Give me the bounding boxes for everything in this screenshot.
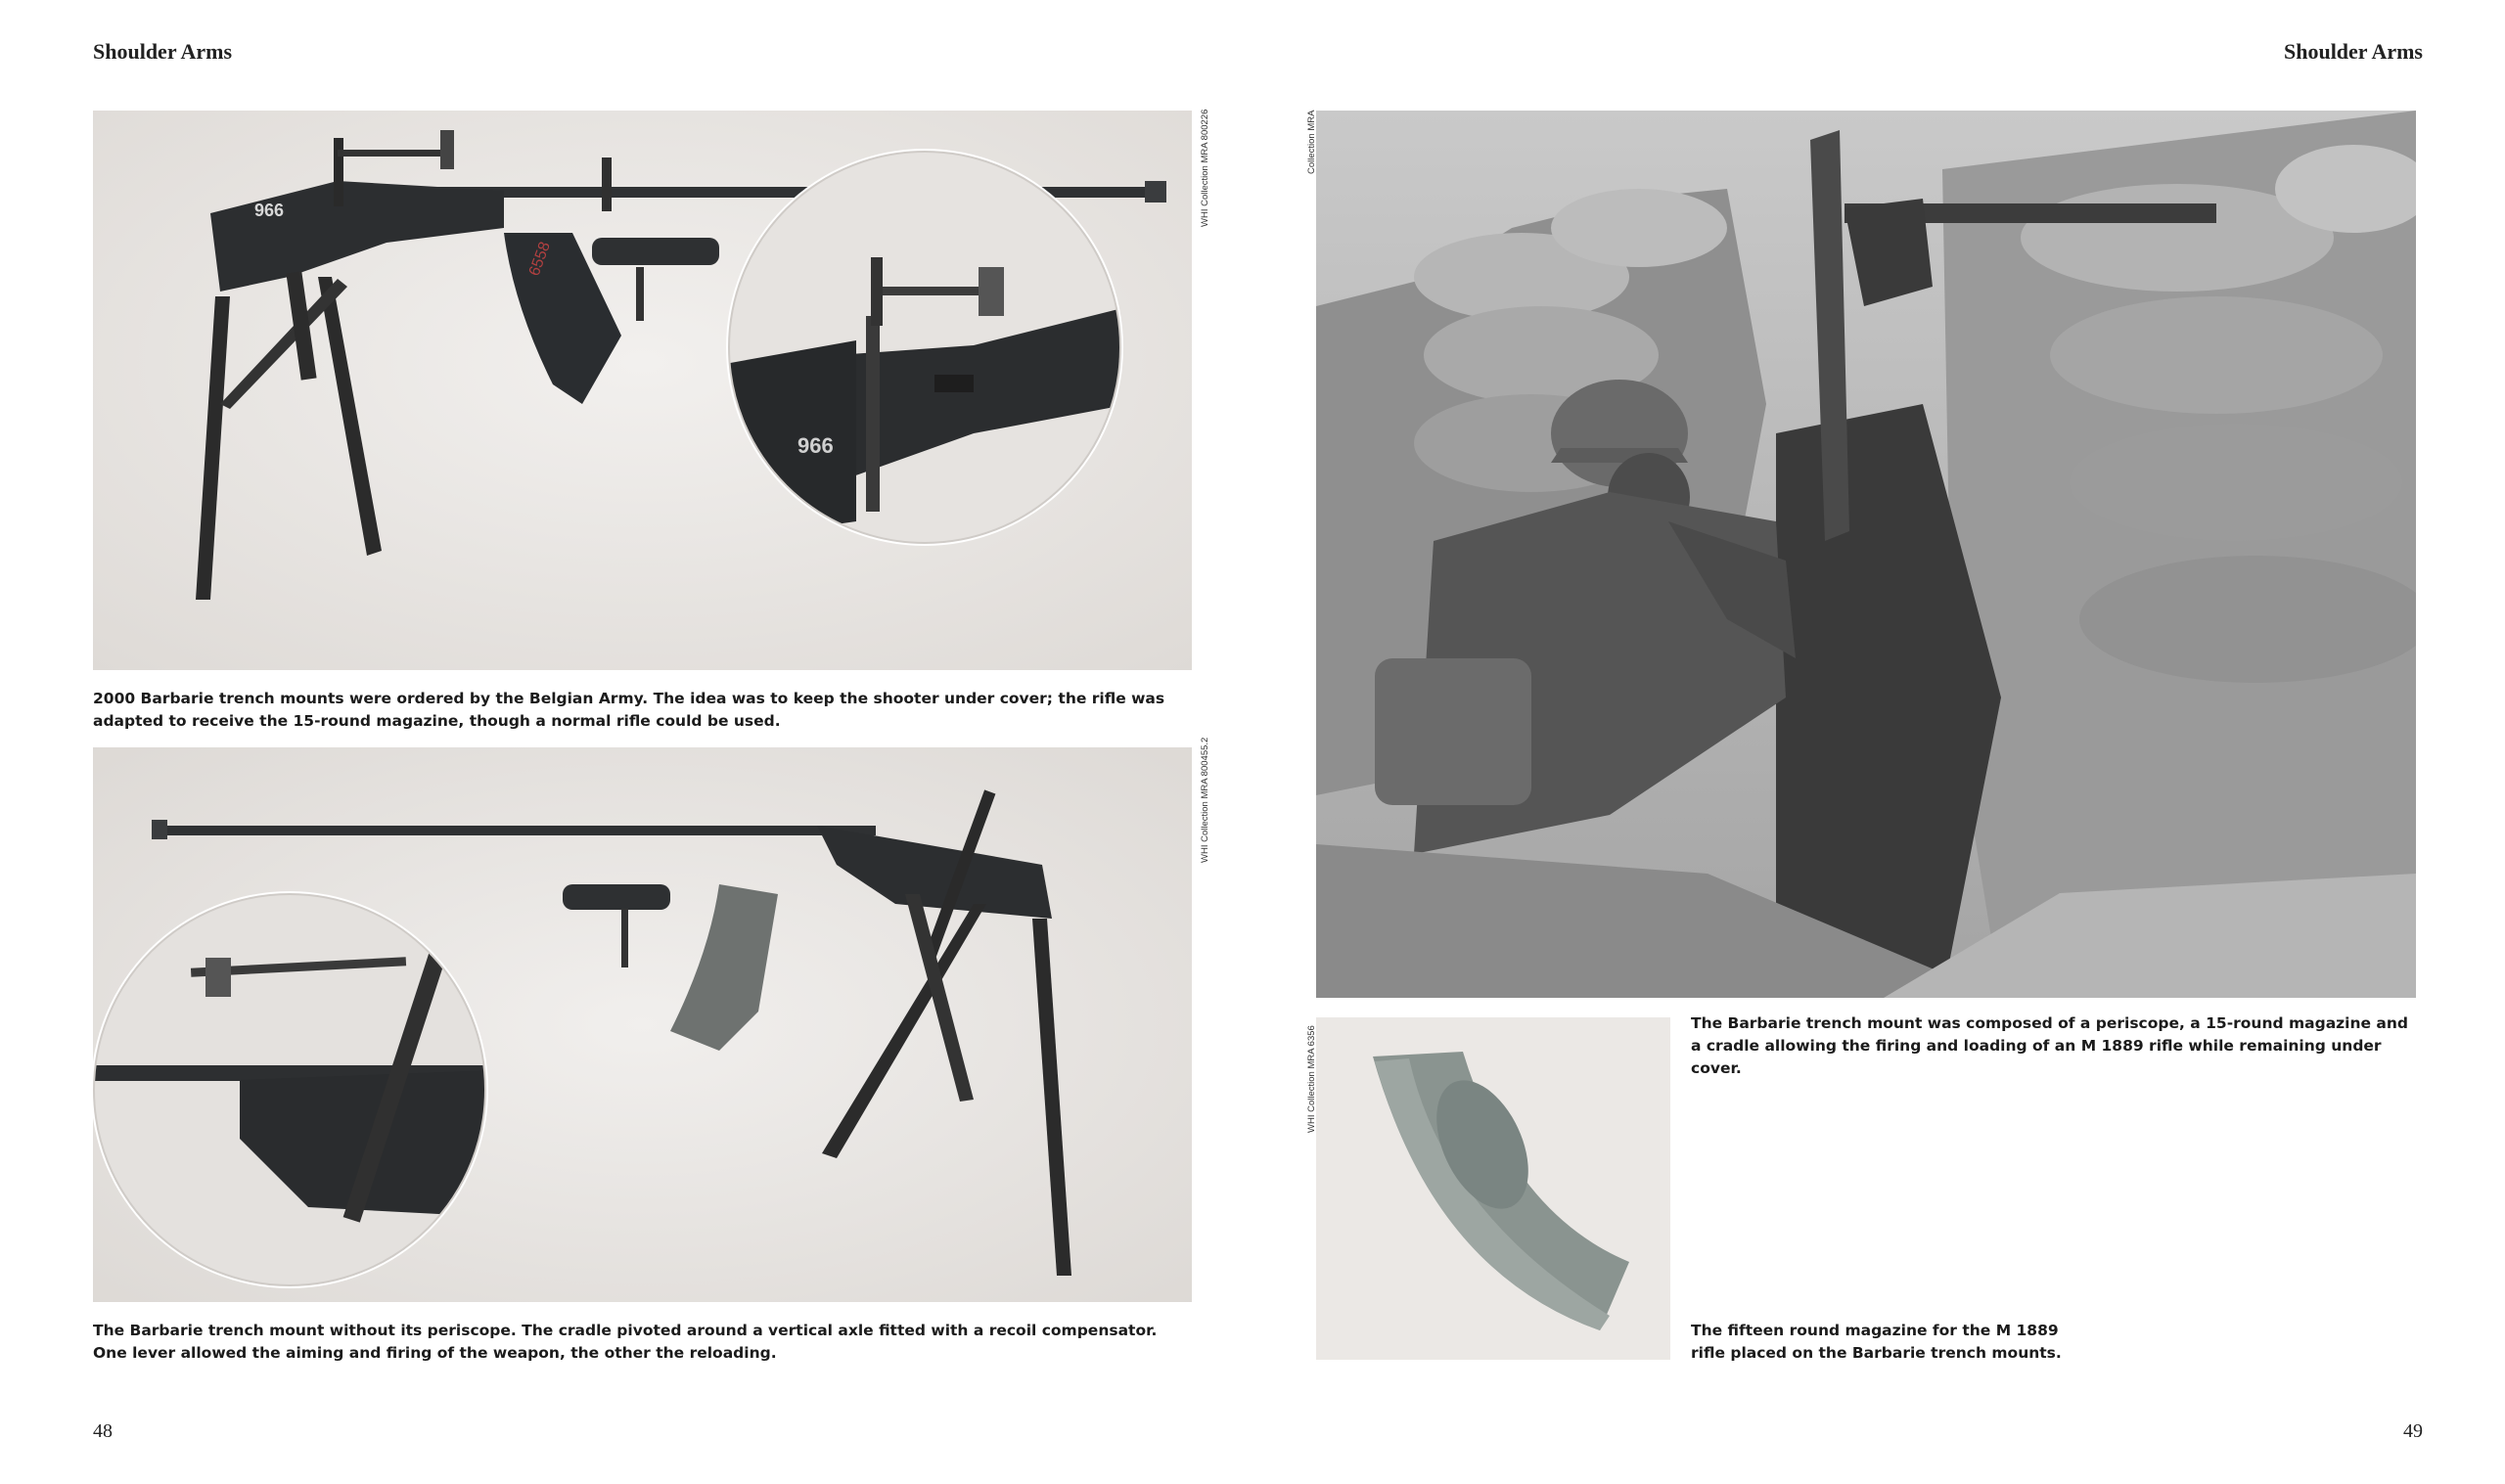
- figure1-caption: 2000 Barbarie trench mounts were ordered by the Belgian Army. The idea was to keep the shooter under cover; the rifle was adapted to receive the 15-round magazine, though a normal rifle could be used.: [93, 690, 1165, 730]
- photo-fifteen-round-magazine: [1316, 1017, 1670, 1360]
- left-page-number: 48: [93, 1420, 113, 1442]
- figure2-credit: WHI Collection MRA 800455.2: [1200, 737, 1210, 863]
- figure1-credit: WHI Collection MRA 800226: [1200, 109, 1210, 227]
- right-running-head: Shoulder Arms: [2283, 39, 2423, 64]
- stock-stamp-text: 966: [254, 201, 285, 220]
- figure3-caption: The Barbarie trench mount was composed of a periscope, a 15-round magazine and a cradle allowing the firing and loading of an M 1889 rifle while remaining under cover.: [1691, 1014, 2409, 1077]
- photo-rifle-mount-with-periscope: [93, 111, 1192, 670]
- zoom-stamp-text: 966: [797, 433, 834, 458]
- figure2-caption: The Barbarie trench mount without its periscope. The cradle pivoted around a vertical axle fitted with a recoil compensator. One lever allowed the aiming and firing of the weapon, the other the reloading.: [93, 1322, 1158, 1362]
- left-running-head: Shoulder Arms: [93, 39, 233, 64]
- figure3-credit: Collection MRA: [1306, 110, 1317, 174]
- photo-rifle-mount-without-periscope: [93, 747, 1192, 1302]
- photo-soldier-in-trench: [1316, 111, 2416, 998]
- magazine-marking: 6558: [525, 240, 554, 279]
- figure4-caption: The fifteen round magazine for the M 1889 rifle placed on the Barbarie trench mounts.: [1691, 1322, 2062, 1362]
- right-page-number: 49: [2403, 1420, 2423, 1442]
- figure4-credit: WHI Collection MRA 6356: [1306, 1025, 1317, 1133]
